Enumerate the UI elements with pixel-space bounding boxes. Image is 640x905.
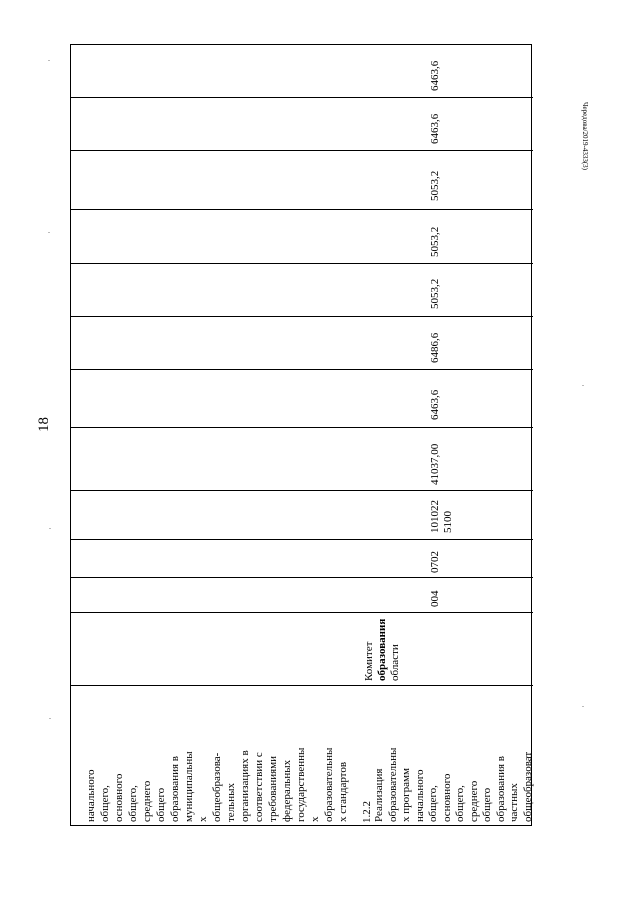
row-separator (71, 612, 533, 613)
text-line: общего, (427, 785, 439, 822)
value-cell: 5053,2 (429, 278, 441, 309)
text-line: среднего (467, 780, 480, 822)
text-line: общеобразоват (521, 751, 534, 822)
row-separator (71, 539, 533, 540)
row-separator (71, 427, 533, 428)
text-line: муниципальны (183, 751, 195, 822)
text-line: основного (113, 773, 125, 822)
text-line: х программ (400, 768, 412, 822)
value-cell: 6463,6 (429, 389, 441, 420)
row-separator (71, 209, 533, 210)
text-line: х (309, 816, 321, 822)
value-cell: 6486,6 (429, 332, 441, 363)
text-line: общего, (454, 785, 466, 822)
text-line: начального (85, 769, 97, 822)
text-line: требованиями (267, 755, 279, 822)
row-separator (71, 490, 533, 491)
document-stamp: Чередова/2019-4333(3) (581, 102, 589, 170)
text-line: х стандартов (337, 761, 349, 822)
row-separator (71, 150, 533, 151)
text-line: соответствии с (253, 752, 265, 822)
text-line: образования в (494, 756, 507, 822)
row-name-text (359, 686, 534, 824)
text-line: образовательны (386, 747, 399, 822)
text-line: государственны (295, 747, 307, 822)
text-line: основного (440, 773, 453, 822)
text-line: тельных (225, 783, 237, 822)
value-cell: 41037,00 (429, 443, 441, 485)
row-separator (71, 263, 533, 264)
text-line: общего, (127, 785, 139, 822)
executor-line: области (389, 644, 401, 681)
executor-line: образования (376, 618, 388, 681)
value-cell: 5053,2 (429, 226, 441, 257)
row-separator (71, 316, 533, 317)
row-number: 1.2.2 (361, 801, 373, 823)
text-line: начального (413, 769, 426, 822)
text-line: образования в (169, 756, 181, 822)
text-line: Реализация (373, 768, 385, 822)
continuation-text (83, 686, 353, 824)
value-cell: 6463,6 (429, 113, 441, 144)
executor-line: Комитет (363, 641, 375, 681)
text-line: организациях в (239, 750, 251, 822)
code-cell: 004 (429, 590, 441, 607)
text-line: общеобразова- (211, 752, 223, 822)
value-cell: 5053,2 (429, 170, 441, 201)
code-cell: 101022 5100 (429, 500, 454, 533)
row-separator (71, 97, 533, 98)
text-line: среднего (141, 780, 153, 822)
value-cell: 6463,6 (429, 60, 441, 91)
code-cell: 0702 (429, 551, 441, 573)
text-line: общего (481, 787, 493, 822)
text-line: общего (155, 787, 167, 822)
page-number: 18 (36, 417, 52, 432)
row-separator (71, 577, 533, 578)
text-line: частных (508, 783, 520, 822)
text-line: х (197, 816, 209, 822)
text-line: федеральных (281, 759, 293, 822)
budget-table (70, 44, 532, 826)
text-line: образовательны (323, 747, 335, 822)
text-line: общего, (99, 785, 111, 822)
executor-cell (355, 613, 425, 685)
row-separator (71, 369, 533, 370)
